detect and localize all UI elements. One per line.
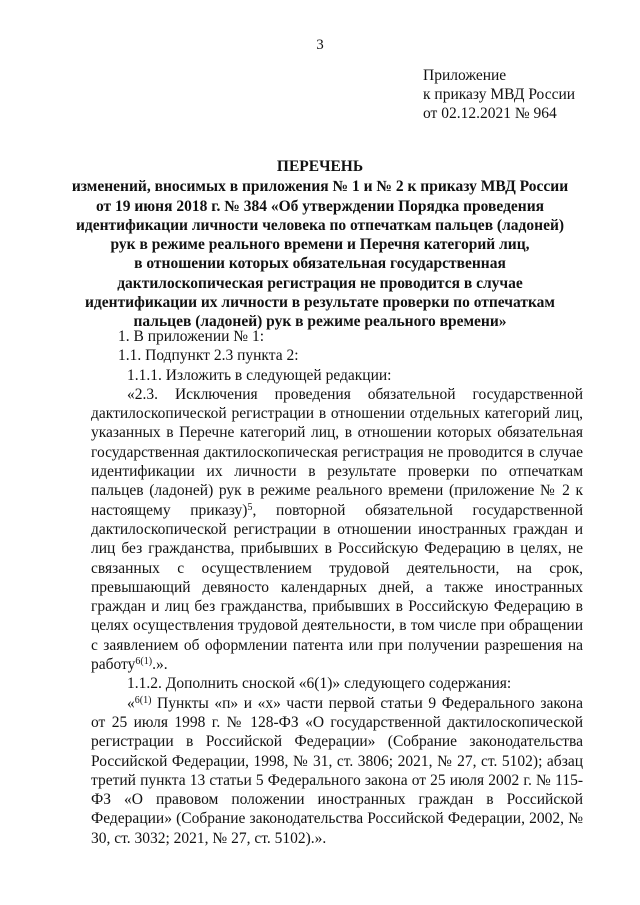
footnote-mark-6-1: 6(1)	[134, 694, 152, 706]
document-body	[91, 327, 583, 848]
footnote-ref-6-1: 6(1)	[135, 656, 153, 668]
item-1-1-2: 1.1.2. Дополнить сноской «6(1)» следующего содержания:	[127, 675, 512, 693]
title-line: пальцев (ладоней) рук в режиме реального времени»	[133, 313, 507, 331]
title-line: идентификации личности человека по отпечаткам пальцев (ладоней)	[75, 216, 565, 234]
footnote-paragraph	[91, 694, 583, 848]
footnote-open-quote: «	[127, 694, 135, 712]
new-wording-text-part-1: «2.3. Исключения проведения обязательной государственной дактилоскопической регистрации в отношении отдельных категорий лиц, указанных в Перечне категорий лиц, в отношении которых обязательная государственная дактилоскопическая регистрация не проводится в случае идентификации их личности в результате проверки по отпечаткам пальцев (ладоней) рук в режиме реального времени (приложение № 2 к настоящему приказу)	[91, 385, 583, 519]
item-1-1: 1.1. Подпункт 2.3 пункта 2:	[118, 347, 299, 365]
title-line: в отношении которых обязательная государственная	[134, 255, 506, 273]
new-wording-text-part-2: , повторной обязательной государственной дактилоскопической регистрации в отношении иностранных граждан и лиц без гражданства, прибывших в Российскую Федерацию в целях, не связанных с осуществлением трудовой деятельности, на срок, превышающий девяносто календарных дней, а также иностранных граждан и лиц без гражданства, прибывших в Российскую Федерацию в целях осуществления трудовой деятельности, в том числе при обращении с заявлением об оформлении патента или при получении разрешения на работу	[91, 501, 583, 674]
footnote-text: Пункты «п» и «х» части первой статьи 9 Федерального закона от 25 июля 1998 г. № 128-ФЗ «О государственной дактилоскопической регистрации в Российской Федерации» (Собрание законодательства Российской Федерации, 1998, № 31, ст. 3806; 2021, № 27, ст. 5102); абзац третий пункта 13 статьи 5 Федерального закона от 25 июля 2002 г. № 115-ФЗ «О правовом положении иностранных граждан в Российской Федерации» (Собрание законодательства Российской Федерации, 2002, № 30, ст. 3032; 2021, № 27, ст. 5102).».	[91, 694, 583, 847]
title-line: изменений, вносимых в приложения № 1 и № 2 к приказу МВД России	[71, 178, 569, 196]
appendix-line-3: от 02.12.2021 № 964	[423, 105, 557, 122]
document-title	[60, 157, 580, 332]
title-line: рук в режиме реального времени и Перечня категорий лиц,	[110, 236, 530, 254]
footnote-ref-5: 5	[247, 501, 253, 513]
item-1: 1. В приложении № 1:	[118, 328, 265, 345]
title-heading: ПЕРЕЧЕНЬ	[276, 158, 364, 175]
page-number: 3	[316, 37, 324, 53]
title-line: от 19 июня 2018 г. № 384 «Об утверждении Порядка проведения	[95, 197, 545, 215]
item-1-1-1: 1.1.1. Изложить в следующей редакции:	[127, 366, 392, 384]
new-wording-paragraph	[91, 385, 583, 674]
title-line: дактилоскопическая регистрация не проводится в случае	[117, 274, 523, 292]
appendix-block	[423, 66, 575, 123]
appendix-line-1: Приложение	[423, 67, 507, 84]
appendix-line-2: к приказу МВД России	[423, 86, 576, 103]
new-wording-text-part-3: .».	[152, 656, 168, 674]
title-line: идентификации их личности в результате проверки по отпечаткам	[84, 294, 555, 312]
